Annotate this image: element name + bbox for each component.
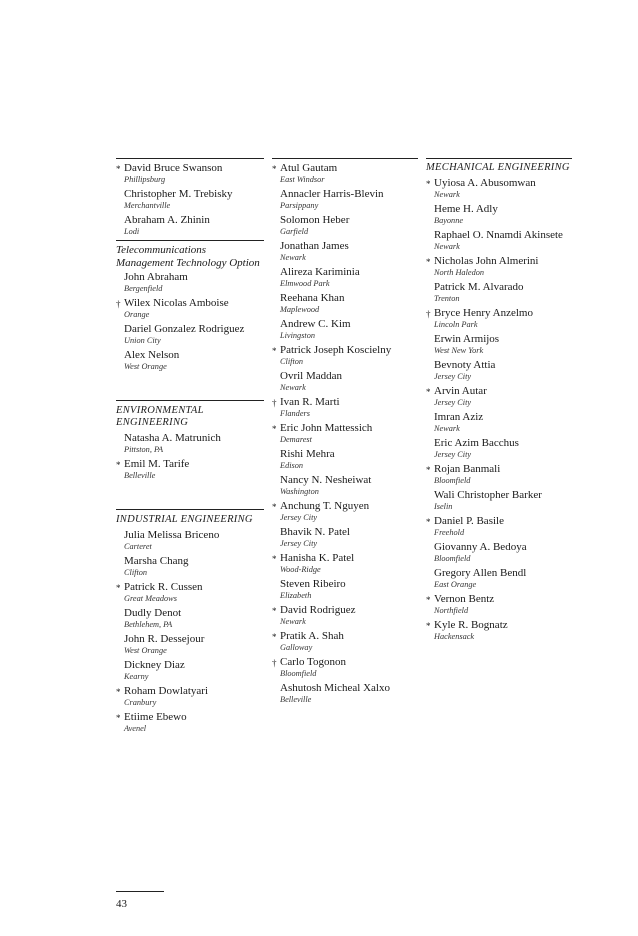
graduate-name: Patrick R. Cussen [124,581,203,593]
graduate-entry [272,422,418,445]
graduate-hometown: Parsippany [280,201,319,210]
graduate-name: Imran Aziz [434,411,484,423]
graduate-hometown: Demarest [280,435,312,444]
graduate-entry [426,463,572,486]
column-2 [272,158,418,708]
section-rule [116,509,264,510]
graduate-entry [272,162,418,185]
graduate-hometown: Freehold [434,528,465,537]
section-rule [426,158,572,159]
graduate-name: Dickney Diaz [124,659,185,671]
graduate-entry [116,458,264,481]
graduate-entry [116,685,264,708]
graduate-name: Wilex Nicolas Amboise [124,297,229,309]
graduate-hometown: Union City [124,336,161,345]
graduate-entry [426,515,572,538]
section-rule [116,158,264,159]
graduate-hometown: East Orange [434,580,477,589]
column-1 [116,158,264,737]
honor-mark: * [116,583,121,593]
graduate-hometown: Carteret [124,542,152,551]
honor-mark: * [272,502,277,512]
section-rule [116,240,264,241]
honor-mark: * [116,164,121,174]
graduate-hometown: Jersey City [434,398,472,407]
graduate-entry [116,659,264,682]
graduate-name: Rishi Mehra [280,448,335,460]
graduate-name: Vernon Bentz [434,593,495,605]
graduate-hometown: Bayonne [434,216,464,225]
honor-mark: † [116,299,121,309]
honor-mark: * [426,257,431,267]
graduate-hometown: Elmwood Park [280,279,330,288]
graduate-hometown: Newark [280,617,306,626]
graduate-name: Arvin Autar [434,385,487,397]
graduate-entry [116,162,264,185]
graduate-name: Ovril Maddan [280,370,343,382]
honor-mark: * [426,621,431,631]
graduate-name: Marsha Chang [124,555,189,567]
graduate-name: John Abraham [124,271,188,283]
honor-mark: * [272,164,277,174]
graduate-name: Reehana Khan [280,292,345,304]
graduate-name: Atul Gautam [280,162,338,174]
graduate-entry [272,214,418,237]
graduate-hometown: Orange [124,310,150,319]
graduate-hometown: Galloway [280,643,313,652]
graduate-name: Eric Azim Bacchus [434,437,519,449]
graduate-hometown: Washington [280,487,319,496]
graduate-name: Daniel P. Basile [434,515,504,527]
graduate-name: David Rodriguez [280,604,356,616]
graduate-name: John R. Dessejour [124,633,205,645]
graduate-name: Bhavik N. Patel [280,526,350,538]
graduate-hometown: Bloomfield [434,476,471,485]
graduate-entry [426,619,572,642]
graduate-hometown: Iselin [434,502,453,511]
graduate-hometown: Phillipsburg [124,175,166,184]
graduate-hometown: Bethlehem, PA [124,620,173,629]
honor-mark: * [272,606,277,616]
honor-mark: * [426,387,431,397]
graduate-entry [116,271,264,294]
section-heading: ENVIRONMENTAL ENGINEERING [116,405,204,428]
graduate-name: Wali Christopher Barker [434,489,542,501]
graduate-entry [426,281,572,304]
graduate-hometown: Merchantville [124,201,171,210]
graduate-entry [116,555,264,578]
graduate-name: Steven Ribeiro [280,578,346,590]
graduate-name: Dudly Denot [124,607,182,619]
graduate-hometown: East Windsor [280,175,325,184]
graduate-hometown: Flanders [280,409,310,418]
graduate-hometown: Great Meadows [124,594,177,603]
graduate-hometown: Wood-Ridge [280,565,321,574]
graduate-hometown: Clifton [124,568,148,577]
graduate-entry [272,188,418,211]
graduate-name: Jonathan James [280,240,349,252]
graduate-entry [272,526,418,549]
graduate-name: Erwin Armijos [434,333,500,345]
graduate-hometown: Newark [434,190,460,199]
graduate-entry [272,292,418,315]
honor-mark: * [426,517,431,527]
graduate-name: Ashutosh Micheal Xalxo [280,682,390,694]
graduate-name: Etiime Ebewo [124,711,187,723]
graduate-name: Raphael O. Nnamdi Akinsete [434,229,563,241]
graduate-name: Kyle R. Bognatz [434,619,508,631]
honor-mark: * [272,554,277,564]
graduate-name: Julia Melissa Briceno [124,529,220,541]
honor-mark: * [426,465,431,475]
graduate-name: Natasha A. Matrunich [124,432,221,444]
graduate-hometown: Pittston, PA [124,445,164,454]
graduate-name: Andrew C. Kim [280,318,351,330]
graduate-name: Hanisha K. Patel [280,552,355,564]
graduate-name: Giovanny A. Bedoya [434,541,527,553]
honor-mark: * [426,179,431,189]
honor-mark: * [272,632,277,642]
graduate-entry [426,229,572,252]
graduate-entry [272,682,418,705]
graduate-hometown: Clifton [280,357,304,366]
graduate-entry [116,323,264,346]
graduate-entry [272,500,418,523]
graduate-entry [116,188,264,211]
graduate-name: Carlo Togonon [280,656,346,668]
graduate-entry [272,552,418,575]
honor-mark: * [116,713,121,723]
graduate-entry [116,607,264,630]
graduate-entry [272,370,418,393]
graduate-entry [426,567,572,590]
honor-mark: * [272,346,277,356]
graduate-entry [272,656,418,679]
graduate-name: Patrick Joseph Koscielny [280,344,392,356]
graduate-hometown: Garfield [280,227,309,236]
column-3 [426,158,572,645]
graduate-name: Alex Nelson [124,349,180,361]
graduate-entry [116,432,264,455]
graduate-name: Eric John Mattessich [280,422,373,434]
graduate-name: Rojan Banmali [434,463,501,475]
honor-mark: † [272,398,277,408]
graduate-entry [116,581,264,604]
graduate-hometown: Kearny [124,672,149,681]
graduate-entry [116,529,264,552]
graduate-name: Emil M. Tarife [124,458,190,470]
graduate-entry [426,203,572,226]
graduate-hometown: Lincoln Park [434,320,478,329]
graduate-hometown: West Orange [124,646,167,655]
graduate-hometown: Jersey City [434,372,472,381]
honor-mark: † [426,309,431,319]
graduate-entry [426,307,572,330]
graduate-entry [116,297,264,320]
graduate-hometown: Elizabeth [280,591,312,600]
graduate-entry [272,604,418,627]
graduate-entry [116,711,264,734]
graduate-name: Bevnoty Attia [434,359,496,371]
section-heading: MECHANICAL ENGINEERING [426,162,570,173]
graduate-entry [426,593,572,616]
graduate-name: Dariel Gonzalez Rodriguez [124,323,245,335]
graduate-entry [116,349,264,372]
graduate-entry [272,474,418,497]
honor-mark: * [426,595,431,605]
graduate-entry [272,630,418,653]
graduate-hometown: Lodi [124,227,140,236]
graduate-name: Abraham A. Zhinin [124,214,210,226]
graduate-hometown: Jersey City [434,450,472,459]
graduate-entry [116,633,264,656]
graduate-name: Pratik A. Shah [280,630,344,642]
graduate-entry [116,214,264,237]
graduate-hometown: Edison [280,461,304,470]
graduate-name: Heme H. Adly [434,203,498,215]
graduate-entry [426,177,572,200]
graduate-hometown: West New York [434,346,484,355]
section-heading: INDUSTRIAL ENGINEERING [116,514,253,525]
graduate-name: Anchung T. Nguyen [280,500,370,512]
graduate-entry [426,359,572,382]
graduate-entry [426,411,572,434]
section-rule [272,158,418,159]
honor-mark: * [116,460,121,470]
graduate-entry [426,541,572,564]
graduate-entry [272,396,418,419]
graduate-name: Bryce Henry Anzelmo [434,307,533,319]
graduate-entry [272,578,418,601]
graduate-name: Nicholas John Almerini [434,255,539,267]
graduate-hometown: Belleville [280,695,312,704]
graduate-name: Annacler Harris-Blevin [280,188,384,200]
graduate-entry [272,240,418,263]
graduate-name: Gregory Allen Bendl [434,567,527,579]
graduate-name: Uyiosa A. Abusomwan [434,177,536,189]
graduate-entry [426,489,572,512]
graduate-hometown: North Haledon [434,268,485,277]
graduate-entry [272,266,418,289]
graduate-hometown: Bloomfield [434,554,471,563]
graduate-entry [426,437,572,460]
graduate-hometown: Bloomfield [280,669,317,678]
graduate-hometown: Maplewood [280,305,320,314]
honor-mark: * [272,424,277,434]
graduate-hometown: Cranbury [124,698,157,707]
graduate-name: Ivan R. Marti [280,396,340,408]
program-subheading: Telecommunications Management Technology Option [116,244,260,269]
graduate-entry [426,255,572,278]
graduate-hometown: Jersey City [280,513,318,522]
graduate-name: Nancy N. Nesheiwat [280,474,372,486]
section-rule [116,400,264,401]
honor-mark: * [116,687,121,697]
graduate-hometown: Bergenfield [124,284,163,293]
graduate-hometown: West Orange [124,362,167,371]
graduate-name: Patrick M. Alvarado [434,281,524,293]
graduate-hometown: Livingston [280,331,316,340]
graduate-hometown: Newark [280,253,306,262]
graduate-name: Roham Dowlatyari [124,685,209,697]
graduate-name: David Bruce Swanson [124,162,223,174]
graduate-entry [426,333,572,356]
graduate-hometown: Newark [434,242,460,251]
graduate-name: Christopher M. Trebisky [124,188,233,200]
graduate-hometown: Hackensack [434,632,475,641]
graduate-entry [426,385,572,408]
graduate-name: Alireza Kariminia [280,266,360,278]
honor-mark: † [272,658,277,668]
graduate-hometown: Newark [434,424,460,433]
page-number: 43 [116,898,127,910]
graduate-entry [272,448,418,471]
graduate-name: Solomon Heber [280,214,350,226]
graduate-hometown: Avenel [124,724,147,733]
graduate-hometown: Newark [280,383,306,392]
graduate-hometown: Northfield [434,606,469,615]
footer-rule [116,891,164,892]
graduate-hometown: Belleville [124,471,156,480]
graduate-hometown: Trenton [434,294,460,303]
graduate-hometown: Jersey City [280,539,318,548]
graduate-entry [272,318,418,341]
graduate-entry [272,344,418,367]
